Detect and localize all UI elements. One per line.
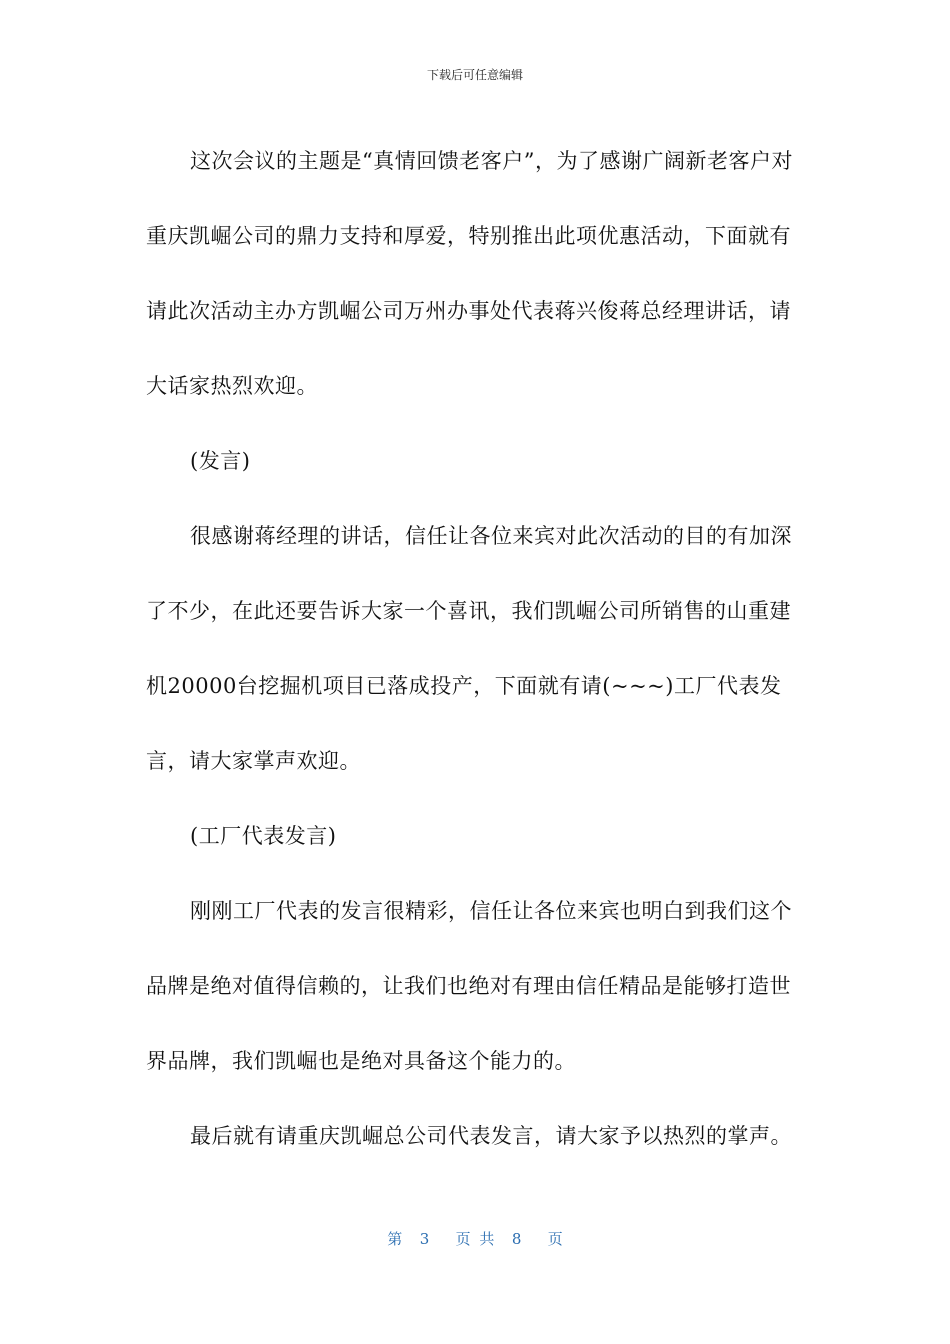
paragraph-final-invitation: 最后就有请重庆凯崛总公司代表发言，请大家予以热烈的掌声。: [190, 1124, 792, 1148]
paragraph-brand-trust: 刚刚工厂代表的发言很精彩，信任让各位来宾也明白到我们这个品牌是绝对值得信赖的，让我们也绝对有理由信任精品是能够打造世界品牌，我们凯崛也是绝对具备这个能力的。: [146, 899, 792, 1073]
paragraph-speech-note: (发言): [190, 449, 251, 473]
document-body: [146, 124, 806, 1174]
paragraph-factory-speech-note: (工厂代表发言): [190, 824, 337, 848]
paragraph-meeting-theme: 这次会议的主题是“真情回馈老客户”，为了感谢广阔新老客户对重庆凯崛公司的鼎力支持和厚爱，特别推出此项优惠活动，下面就有请此次活动主办方凯崛公司万州办事处代表蒋兴俊蒋总经理讲话，请大话家热烈欢迎。: [146, 149, 793, 398]
paragraph-thanks-manager: 很感谢蒋经理的讲话，信任让各位来宾对此次活动的目的有加深了不少，在此还要告诉大家一个喜讯，我们凯崛公司所销售的山重建机20000台挖掘机项目已落成投产，下面就有请(~~~)工厂代表发言，请大家掌声欢迎。: [146, 524, 792, 773]
page-number-footer: 第 3 页 共 8 页: [387, 1230, 563, 1248]
page-header: 下载后可任意编辑: [426, 68, 523, 82]
